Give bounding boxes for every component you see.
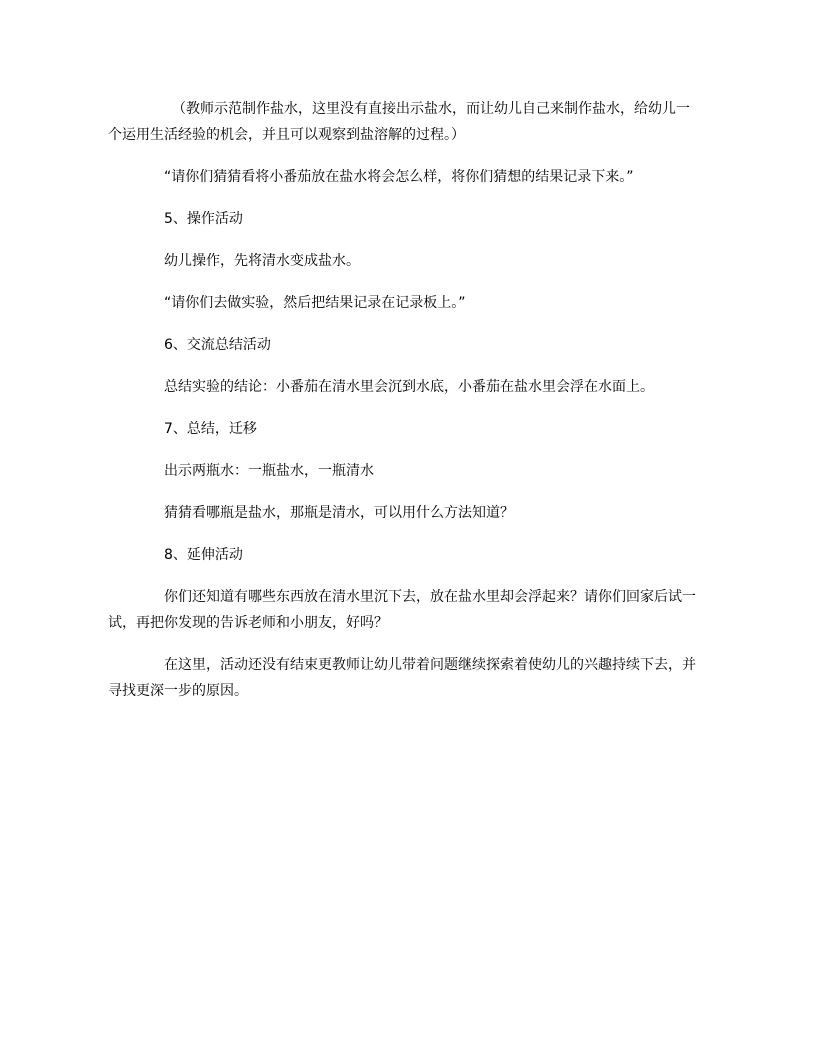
paragraph-closing: 在这里，活动还没有结束更教师让幼儿带着问题继续探索着使幼儿的兴趣持续下去，并寻找更深一步的原因。 [108,657,696,699]
document-page [108,96,696,720]
section-heading-7: 7、总结，迁移 [164,421,257,437]
paragraph-teacher-demo: （教师示范制作盐水，这里没有直接出示盐水，而让幼儿自己来制作盐水，给幼儿一个运用生活经验的机会，并且可以观察到盐溶解的过程。） [108,101,690,143]
paragraph-two-bottles: 出示两瓶水：一瓶盐水，一瓶清水 [164,463,374,479]
paragraph-guess-prompt: “请你们猜猜看将小番茄放在盐水将会怎么样，将你们猜想的结果记录下来。” [164,169,634,185]
paragraph-child-operation: 幼儿操作，先将清水变成盐水。 [164,253,360,269]
paragraph-conclusion: 总结实验的结论：小番茄在清水里会沉到水底，小番茄在盐水里会浮在水面上。 [164,379,654,395]
paragraph-guess-bottle: 猜猜看哪瓶是盐水，那瓶是清水，可以用什么方法知道？ [164,505,514,521]
paragraph-experiment-prompt: “请你们去做实验，然后把结果记录在记录板上。” [164,295,466,311]
section-heading-8: 8、延伸活动 [164,547,243,563]
section-heading-5: 5、操作活动 [164,211,243,227]
section-heading-6: 6、交流总结活动 [164,337,271,353]
paragraph-extension: 你们还知道有哪些东西放在清水里沉下去，放在盐水里却会浮起来？请你们回家后试一试，再把你发现的告诉老师和小朋友，好吗？ [108,589,696,631]
